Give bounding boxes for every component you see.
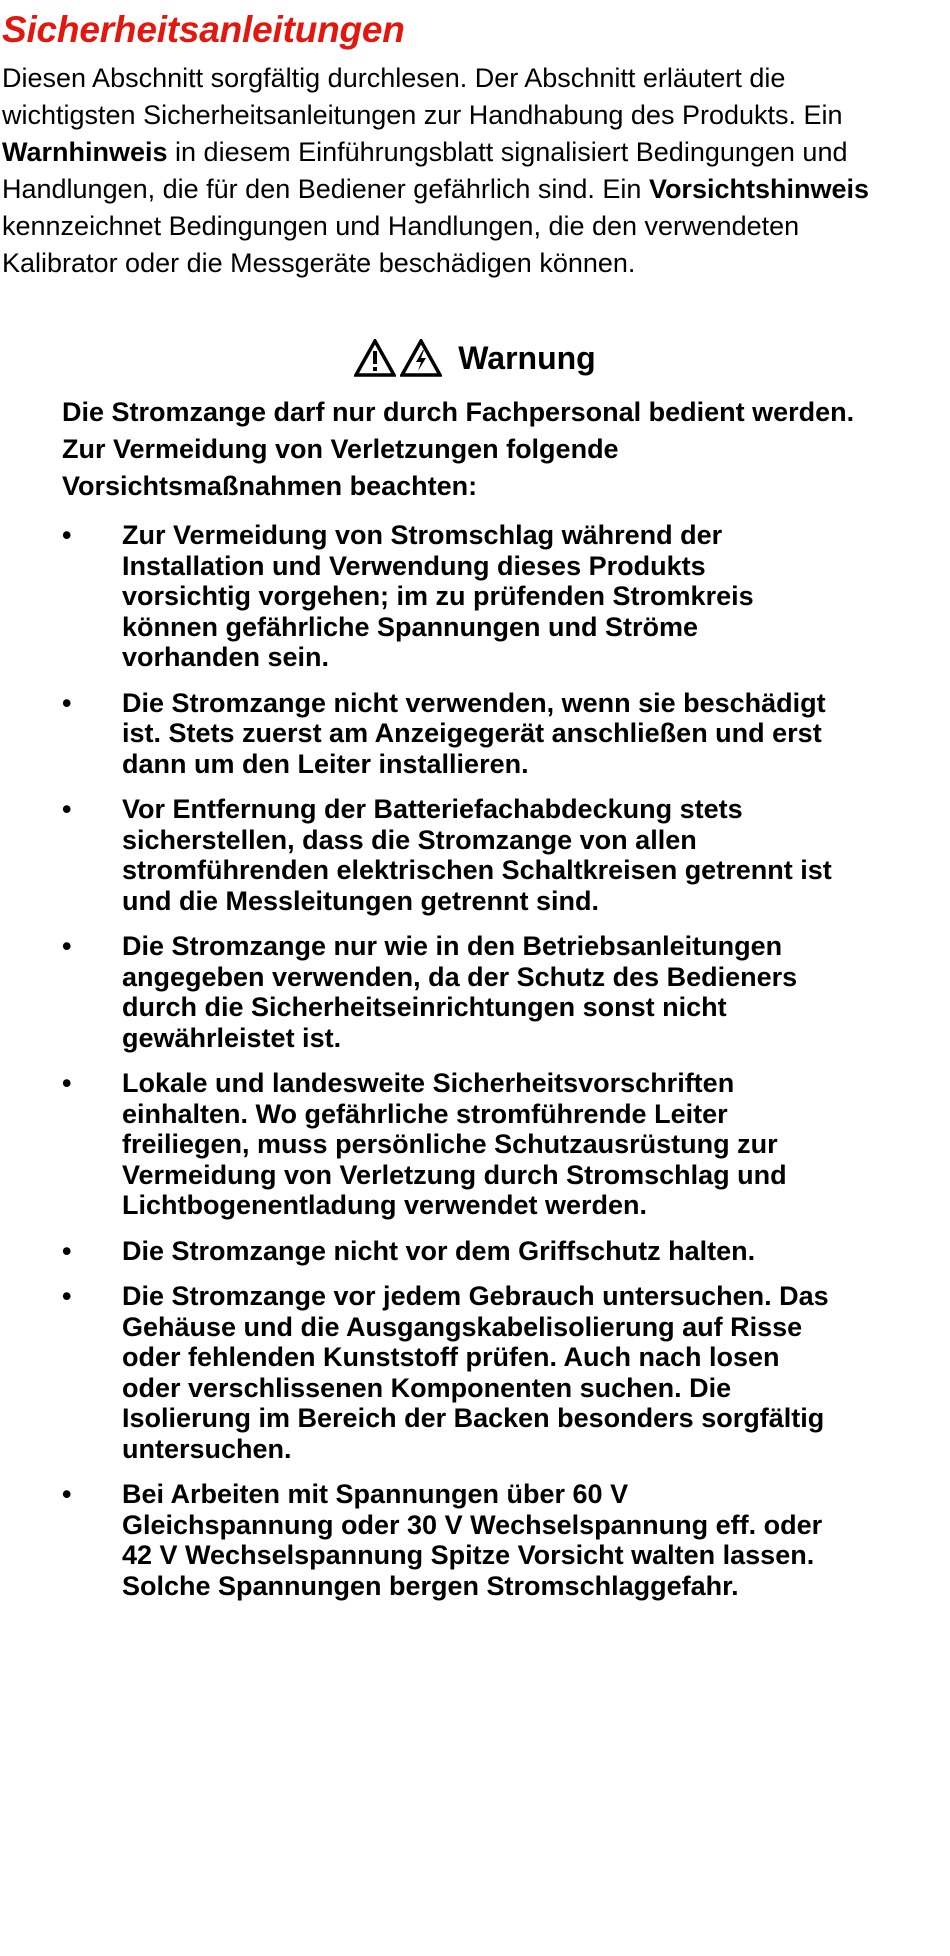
list-item <box>0 1236 842 1267</box>
intro-text-2: in diesem Einführungsblatt signalisiert Bedingungen und Handlungen, die für den Bediener gefährlich sind. Ein <box>2 137 848 204</box>
warning-triangle-icon <box>354 339 396 377</box>
list-item <box>0 1479 842 1601</box>
list-item-text: Die Stromzange vor jedem Gebrauch untersuchen. Das Gehäuse und die Ausgangskabelisolierung auf Risse oder fehlenden Kunststoff prüfen. Auch nach losen oder verschlissenen Komponenten suchen. Die Isolierung im Bereich der Backen besonders sorgfältig untersuchen. <box>122 1281 829 1464</box>
warning-heading <box>0 336 950 380</box>
list-item <box>0 794 842 916</box>
bullet-dot: • <box>62 931 72 961</box>
list-item <box>0 688 842 780</box>
bullet-dot: • <box>62 794 72 824</box>
intro-bold-warnhinweis: Warnhinweis <box>2 137 168 167</box>
list-item-text: Lokale und landesweite Sicherheitsvorschriften einhalten. Wo gefährliche stromführende Leiter freiliegen, muss persönliche Schutzausrüstung zur Vermeidung von Verletzung durch Stromschlag und Lichtbogenentladung verwendet werden. <box>122 1068 787 1220</box>
bullet-dot: • <box>62 1281 72 1311</box>
bullet-dot: • <box>62 1068 72 1098</box>
warning-lead-text: Die Stromzange darf nur durch Fachpersonal bedient werden. Zur Vermeidung von Verletzungen folgende Vorsichtsmaßnahmen beachten: <box>62 397 855 501</box>
list-item <box>0 931 842 1053</box>
list-item-text: Zur Vermeidung von Stromschlag während der Installation und Verwendung dieses Produkts vorsichtig vorgehen; im zu prüfenden Stromkreis können gefährliche Spannungen und Ströme vorhanden sein. <box>122 520 754 672</box>
bullet-dot: • <box>62 1479 72 1509</box>
page-title: Sicherheitsanleitungen <box>2 9 405 50</box>
list-item-text: Bei Arbeiten mit Spannungen über 60 V Gleichspannung oder 30 V Wechselspannung eff. oder 42 V Wechselspannung Spitze Vorsicht walten lassen. Solche Spannungen bergen Stromschlaggefahr. <box>122 1479 823 1601</box>
list-item <box>0 520 842 673</box>
intro-paragraph <box>2 60 882 282</box>
warning-bullet-list <box>0 520 950 1616</box>
intro-bold-vorsichtshinweis: Vorsichtshinweis <box>648 174 869 204</box>
bullet-dot: • <box>62 520 72 550</box>
list-item-text: Vor Entfernung der Batteriefachabdeckung stets sicherstellen, dass die Stromzange von allen stromführenden elektrischen Schaltkreisen getrennt ist und die Messleitungen getrennt sind. <box>122 794 832 916</box>
list-item-text: Die Stromzange nur wie in den Betriebsanleitungen angegeben verwenden, da der Schutz des Bedieners durch die Sicherheitseinrichtungen sonst nicht gewährleistet ist. <box>122 931 798 1053</box>
list-item-text: Die Stromzange nicht vor dem Griffschutz halten. <box>122 1235 756 1266</box>
list-item-text: Die Stromzange nicht verwenden, wenn sie beschädigt ist. Stets zuerst am Anzeigegerät anschließen und erst dann um den Leiter installieren. <box>122 687 826 779</box>
list-item <box>0 1281 842 1464</box>
list-item <box>0 1068 842 1221</box>
electric-shock-icon <box>400 339 442 377</box>
bullet-dot: • <box>62 1235 72 1266</box>
warning-label: Warnung <box>458 340 596 376</box>
intro-text-3: kennzeichnet Bedingungen und Handlungen, die den verwendeten Kalibrator oder die Messgeräte beschädigen können. <box>2 211 800 278</box>
intro-text-1: Diesen Abschnitt sorgfältig durchlesen. Der Abschnitt erläutert die wichtigsten Sicherheitsanleitungen zur Handhabung des Produkts. Ein <box>2 63 843 130</box>
bullet-dot: • <box>62 687 72 718</box>
